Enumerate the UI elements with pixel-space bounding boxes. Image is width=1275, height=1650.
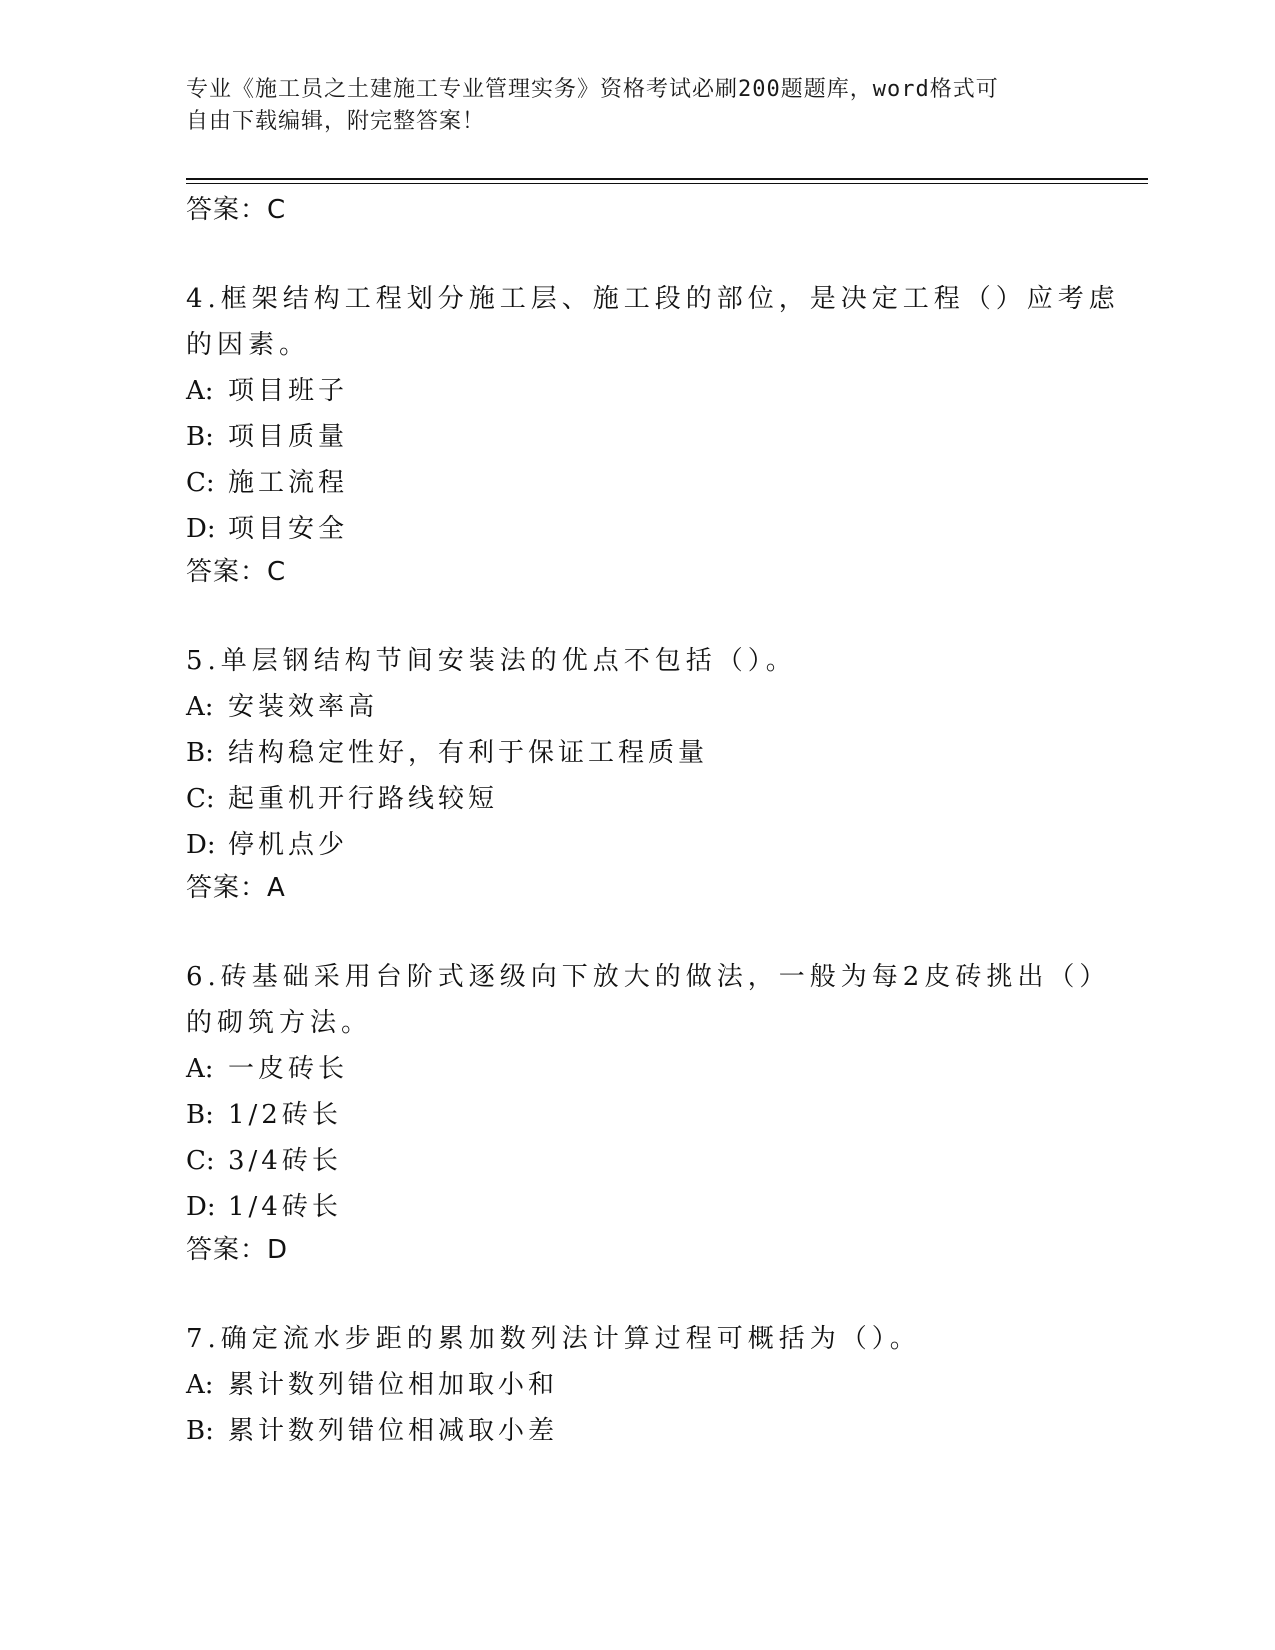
option-b — [186, 414, 1086, 460]
option-key: A: — [186, 692, 214, 722]
option-a — [186, 684, 1086, 730]
question-block — [186, 954, 1111, 1276]
header-divider-thin — [186, 183, 1148, 184]
question-line: 7.确定流水步距的累加数列法计算过程可概括为（）。 — [186, 1324, 921, 1354]
option-a — [186, 1362, 1086, 1408]
question-line: 5.单层钢结构节间安装法的优点不包括（）。 — [186, 646, 797, 676]
option-d — [186, 822, 1086, 868]
question-line: 的因素。 — [186, 330, 311, 360]
option-text: 起重机开行路线较短 — [228, 784, 499, 814]
option-text: 项目安全 — [228, 514, 349, 544]
option-b — [186, 1092, 1086, 1138]
question-text — [186, 954, 1111, 1046]
question-block — [186, 276, 1120, 598]
question-line: 的砌筑方法。 — [186, 1008, 373, 1038]
option-b — [186, 730, 1086, 776]
question-block — [186, 638, 1086, 914]
option-key: A: — [186, 1054, 214, 1084]
answer-line: 答案：C — [186, 195, 287, 225]
option-key: B: — [186, 1416, 214, 1446]
option-c — [186, 776, 1086, 822]
option-key: C: — [186, 784, 215, 814]
option-text: 停机点少 — [228, 830, 349, 860]
option-text: 结构稳定性好，有利于保证工程质量 — [228, 738, 709, 768]
question-text — [186, 276, 1120, 368]
option-text: 1/2砖长 — [228, 1100, 342, 1130]
header-divider — [186, 178, 1148, 180]
option-key: A: — [186, 1370, 214, 1400]
option-text: 安装效率高 — [228, 692, 379, 722]
option-text: 1/4砖长 — [228, 1192, 342, 1222]
option-d — [186, 1184, 1086, 1230]
option-a — [186, 1046, 1086, 1092]
answer-line: 答案：C — [186, 557, 287, 587]
question-block — [186, 1316, 1086, 1454]
option-key: A: — [186, 376, 214, 406]
option-text: 累计数列错位相减取小差 — [228, 1416, 559, 1446]
option-d — [186, 506, 1086, 552]
question-text — [186, 1316, 1086, 1362]
option-text: 项目质量 — [228, 422, 349, 452]
option-c — [186, 1138, 1086, 1184]
answer-line: 答案：D — [186, 1235, 289, 1265]
option-a — [186, 368, 1086, 414]
header-line: 自由下载编辑，附完整答案！ — [186, 109, 486, 134]
option-key: D: — [186, 514, 216, 544]
option-key: D: — [186, 830, 216, 860]
page-header — [186, 74, 1076, 138]
option-key: D: — [186, 1192, 216, 1222]
option-key: B: — [186, 1100, 214, 1130]
question-line: 4.框架结构工程划分施工层、施工段的部位，是决定工程（）应考虑 — [186, 284, 1120, 314]
option-text: 项目班子 — [228, 376, 349, 406]
option-text: 3/4砖长 — [228, 1146, 342, 1176]
question-list — [186, 190, 1120, 1454]
option-text: 累计数列错位相加取小和 — [228, 1370, 559, 1400]
option-key: C: — [186, 1146, 215, 1176]
option-key: C: — [186, 468, 215, 498]
option-key: B: — [186, 738, 214, 768]
question-line: 6.砖基础采用台阶式逐级向下放大的做法，一般为每2皮砖挑出（） — [186, 962, 1111, 992]
question-text — [186, 638, 1086, 684]
option-key: B: — [186, 422, 214, 452]
option-b — [186, 1408, 1086, 1454]
answer-line: 答案：A — [186, 873, 286, 903]
option-text: 一皮砖长 — [228, 1054, 349, 1084]
header-line: 专业《施工员之土建施工专业管理实务》资格考试必刷200题题库，word格式可 — [186, 77, 999, 102]
option-text: 施工流程 — [228, 468, 349, 498]
option-c — [186, 460, 1086, 506]
